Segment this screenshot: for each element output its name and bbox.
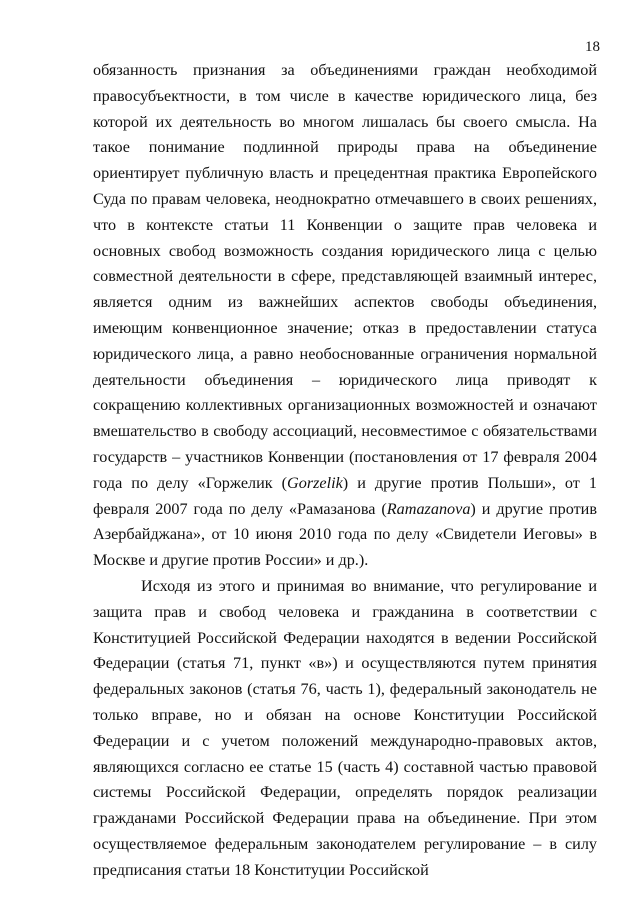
body-text <box>93 58 597 884</box>
paragraph-1-part-2: ) и другие против Польши», от 1 февраля 2007 года по делу «Рамазанова ( <box>93 473 597 518</box>
paragraph-1-part-1: обязанность признания за объединениями граждан необходимой правосубъектности, в том числе в качестве юридического лица, без которой их деятельность во многом лишалась бы своего смысла. На такое понимание подлинной природы права на объединение ориентирует публичную власть и прецедентная практика Европейского Суда по правам человека, неоднократно отмечавшего в своих решениях, что в контексте статьи 11 Конвенции о защите прав человека и основных свобод возможность создания юридического лица с целью совместной деятельности в сфере, представляющей взаимный интерес, является одним из важнейших аспектов свободы объединения, имеющим конвенционное значение; отказ в предоставлении статуса юридического лица, а равно необоснованные ограничения нормальной деятельности объединения – юридического лица приводят к сокращению коллективных организационных возможностей и означают вмешательство в свободу ассоциаций, несовместимое с обязательствами государств – участников Конвенции (постановления от 17 февраля 2004 года по делу «Горжелик ( <box>93 61 597 492</box>
paragraph-1-part-3: ) и другие против Азербайджана», от 10 июня 2010 года по делу «Свидетели Иеговы» в Москве и другие против России» и др.). <box>93 499 597 570</box>
paragraph-1 <box>93 58 597 574</box>
case-name-gorzelik: Gorzelik <box>287 473 343 492</box>
paragraph-2: Исходя из этого и принимая во внимание, что регулирование и защита прав и свобод человека и гражданина в соответствии с Конституцией Российской Федерации находятся в ведении Российской Федерации (статья 71, пункт «в») и осуществляются путем принятия федеральных законов (статья 76, часть 1), федеральный законодатель не только вправе, но и обязан на основе Конституции Российской Федерации и с учетом положений международно-правовых актов, являющихся согласно ее статье 15 (часть 4) составной частью правовой системы Российской Федерации, определять порядок реализации гражданами Российской Федерации права на объединение. При этом осуществляемое федеральным законодателем регулирование – в силу предписания статьи 18 Конституции Российской <box>93 576 597 879</box>
case-name-ramazanova: Ramazanova <box>386 499 471 518</box>
page-number: 18 <box>585 39 600 55</box>
